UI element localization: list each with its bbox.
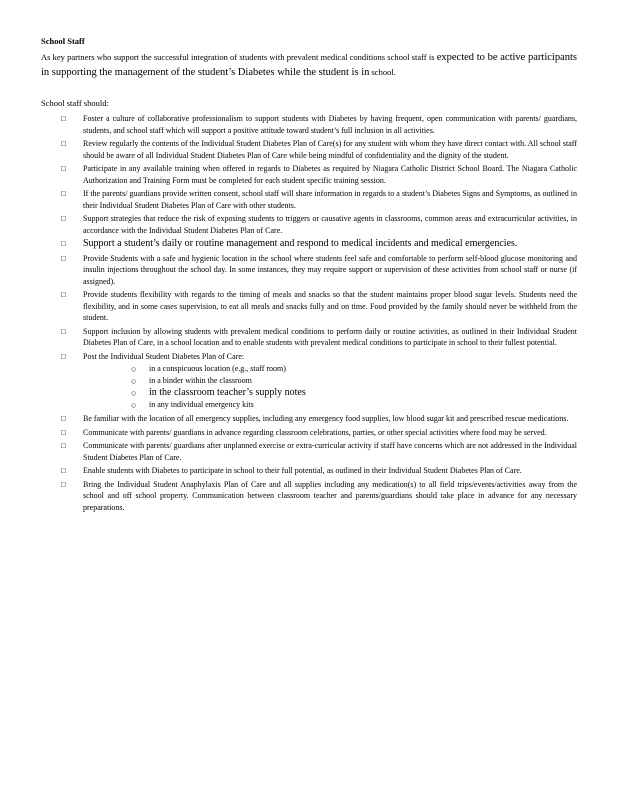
list-item (41, 213, 577, 236)
list-item (41, 253, 577, 288)
item-text: Be familiar with the location of all emergency supplies, including any emergency food supplies, low blood sugar kit and prescribed rescue medications. (83, 414, 569, 423)
list-item (41, 326, 577, 349)
item-text: Participate in any available training when offered in regards to Diabetes as required by Niagara Catholic District School Board. The Niagara Catholic Authorization and Training Form must be completed for each student specific training session. (83, 164, 577, 185)
checkbox-bullet-icon: □ (61, 139, 66, 148)
checkbox-bullet-icon: □ (61, 189, 66, 198)
checkbox-bullet-icon: □ (61, 164, 66, 173)
item-text: Support inclusion by allowing students with prevalent medical conditions to perform daily or routine activities, as outlined in their Individual Student Diabetes Plan of Care, in a school location and to enable students with prevalent medical conditions to participate in school to their fullest potential. (83, 326, 577, 347)
checkbox-bullet-icon: □ (61, 326, 66, 336)
item-text: Provide students flexibility with regards to the timing of meals and snacks so that the student maintains proper blood sugar levels. Students need the flexibility, and in some cases supervision, to eat all meals and snacks fully and on time. Food provided by the family should never be withheld from the student. (83, 290, 577, 322)
circle-bullet-icon: ○ (131, 364, 137, 374)
sub-list-item (83, 387, 577, 399)
checkbox-bullet-icon: □ (61, 479, 66, 489)
checkbox-bullet-icon: □ (61, 351, 66, 361)
list-item (41, 413, 577, 425)
responsibility-list (41, 113, 577, 513)
checkbox-bullet-icon: □ (61, 253, 66, 263)
intro-line-2: expected to be active participants in supporting the management of the student’s Diabetes while the student is in (41, 52, 578, 78)
sub-item-text: in a conspicuous location (e.g., staff room) (149, 364, 286, 373)
posting-locations-list (83, 363, 577, 411)
checkbox-bullet-icon: □ (61, 414, 66, 423)
checkbox-bullet-icon: □ (61, 239, 66, 248)
checkbox-bullet-icon: □ (61, 466, 66, 475)
sub-item-text: in a binder within the classroom (149, 376, 252, 385)
sub-list-item (83, 399, 577, 411)
list-item (41, 289, 577, 324)
checkbox-bullet-icon: □ (61, 441, 66, 450)
item-text: Communicate with parents/ guardians in advance regarding classroom celebrations, parties, or other special activities where food may be served. (83, 427, 547, 437)
intro-paragraph (41, 50, 577, 80)
list-item (41, 238, 577, 251)
list-item (41, 188, 577, 211)
sub-item-text: in the classroom teacher’s supply notes (149, 387, 306, 398)
circle-bullet-icon: ○ (131, 388, 137, 398)
sub-item-text: in any individual emergency kits (149, 400, 254, 409)
list-item (41, 351, 577, 412)
checkbox-bullet-icon: □ (61, 214, 66, 223)
checkbox-bullet-icon: □ (61, 290, 66, 299)
list-item (41, 479, 577, 514)
item-text: Bring the Individual Student Anaphylaxis Plan of Care and all supplies including any medication(s) to all field trips/events/activities away from the school and off school property. Communication between classroom teacher and parents/guardians should take place in advance for any necessary preparations. (83, 479, 577, 512)
list-item (41, 465, 577, 477)
list-item (41, 440, 577, 463)
item-text: Support a student’s daily or routine management and respond to medical incidents and medical emergencies. (83, 238, 518, 249)
item-text: Enable students with Diabetes to participate in school to their full potential, as outlined in their Individual Student Diabetes Plan of Care. (83, 466, 522, 475)
list-item (41, 427, 577, 439)
intro-line-3: school. (371, 67, 396, 77)
list-item (41, 138, 577, 161)
checkbox-bullet-icon: □ (61, 427, 66, 437)
item-text: Foster a culture of collaborative professionalism to support students with Diabetes by having frequent, open communication with parents/ guardians, students, and school staff which will support a positive attitude toward student’s full inclusion in all activities. (83, 114, 577, 135)
item-text: Post the Individual Student Diabetes Plan of Care: (83, 351, 245, 361)
item-text: Review regularly the contents of the Individual Student Diabetes Plan of Care(s) for any student with whom they have direct contact with. All school staff should be aware of all Individual Student Diabetes Plan of Care while being mindful of confidentiality and the dignity of the student. (83, 139, 577, 160)
circle-bullet-icon: ○ (131, 376, 137, 386)
sub-list-item (83, 375, 577, 387)
should-label: School staff should: (41, 98, 109, 108)
item-text: Provide Students with a safe and hygienic location in the school where students feel safe and comfortable to perform self-blood glucose monitoring and insulin injections throughout the school day. In some instances, they may require support or supervision of these activities from school staff or nurse (if assigned). (83, 253, 577, 286)
item-text: Communicate with parents/ guardians after unplanned exercise or extra-curricular activity if staff have concerns which are not addressed in the Individual Student Diabetes Plan of Care. (83, 441, 577, 462)
checkbox-bullet-icon: □ (61, 114, 66, 123)
document-page (41, 36, 577, 515)
item-text: Support strategies that reduce the risk of exposing students to triggers or causative agents in classrooms, common areas and extracurricular activities, in accordance with the Individual Student Diabetes Plan of Care. (83, 214, 577, 235)
item-text: If the parents/ guardians provide written consent, school staff will share information in regards to a student’s Diabetes Signs and Symptoms, as outlined in their Individual Student Diabetes Plan of Care with other students. (83, 189, 577, 210)
list-item (41, 163, 577, 186)
circle-bullet-icon: ○ (131, 400, 137, 410)
list-item (41, 113, 577, 136)
intro-line-1: As key partners who support the successful integration of students with prevalent medical conditions school staff is (41, 52, 435, 62)
section-heading: School Staff (41, 36, 85, 46)
sub-list-item (83, 363, 577, 375)
